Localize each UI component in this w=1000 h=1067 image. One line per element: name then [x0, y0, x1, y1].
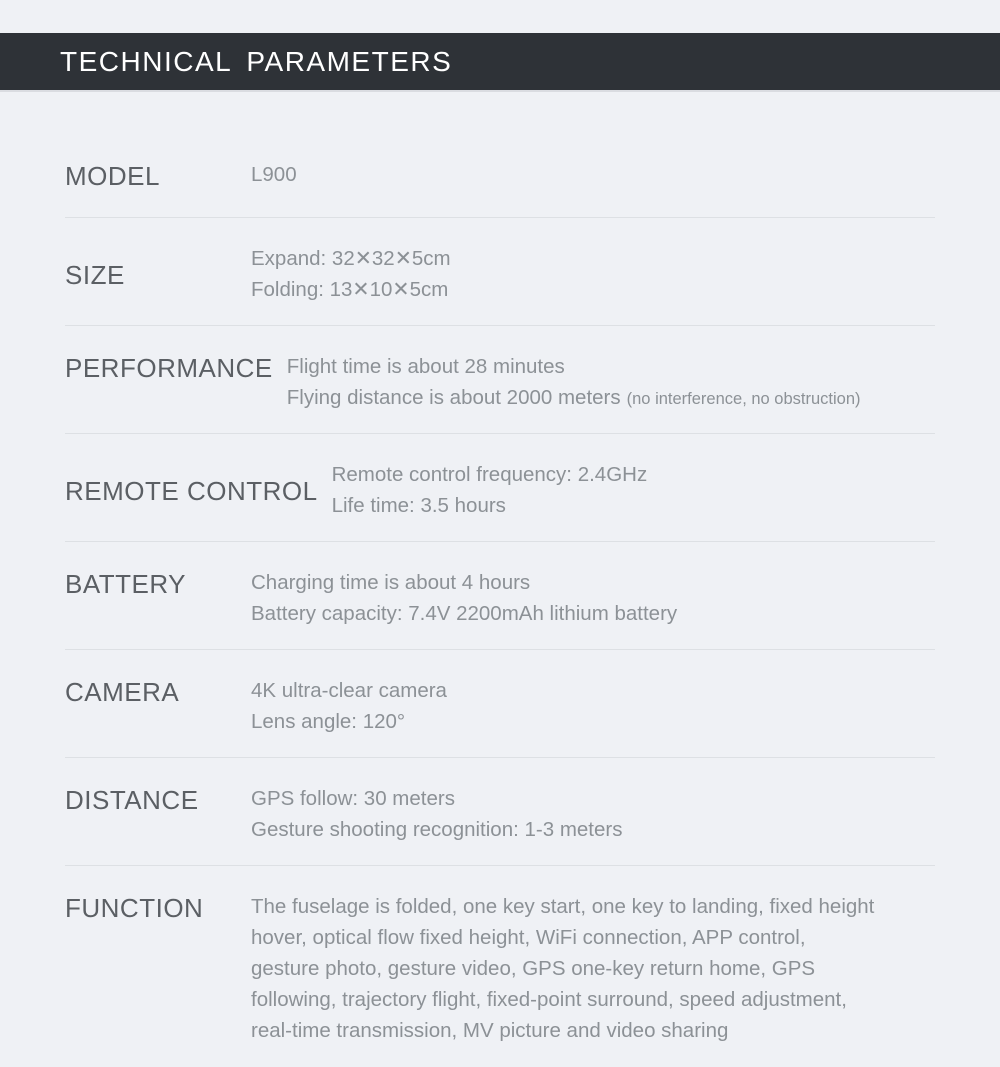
spec-label: FUNCTION — [65, 893, 204, 923]
spec-row-distance — [65, 758, 935, 866]
spec-row-performance — [65, 326, 935, 434]
spec-label: DISTANCE — [65, 785, 199, 815]
spec-value-text: 4K ultra-clear camera — [251, 679, 447, 702]
spec-label: CAMERA — [65, 677, 180, 707]
spec-value-line — [251, 954, 935, 985]
spec-value-line — [332, 460, 935, 491]
spec-value-text: real-time transmission, MV picture and video sharing — [251, 1019, 729, 1042]
spec-value-line — [251, 815, 935, 846]
spec-label: REMOTE CONTROL — [65, 476, 318, 506]
spec-value-text: Life time: 3.5 hours — [331, 494, 506, 517]
spec-row-camera — [65, 650, 935, 758]
spec-value-text: Charging time is about 4 hours — [251, 571, 531, 594]
spec-value-line — [251, 568, 935, 599]
spec-value-text: hover, optical flow fixed height, WiFi connection, APP control, — [251, 926, 806, 949]
spec-value-text: Remote control frequency: 2.4GHz — [331, 463, 648, 486]
spec-values — [251, 568, 935, 630]
spec-value-line — [287, 352, 935, 383]
spec-label: MODEL — [65, 161, 160, 191]
spec-value-text: Battery capacity: 7.4V 2200mAh lithium battery — [251, 602, 678, 625]
spec-row-size — [65, 218, 935, 326]
spec-value-text: Gesture shooting recognition: 1-3 meters — [251, 818, 623, 841]
spec-value-text: The fuselage is folded, one key start, one key to landing, fixed height — [251, 895, 875, 918]
spec-value-line — [251, 923, 935, 954]
spec-values — [251, 892, 935, 1047]
spec-label: SIZE — [65, 260, 125, 290]
spec-value-text: GPS follow: 30 meters — [251, 787, 455, 810]
spec-row-battery — [65, 542, 935, 650]
spec-value-line — [251, 892, 935, 923]
spec-value-line — [251, 784, 935, 815]
spec-value-line — [251, 275, 935, 306]
spec-value-note: (no interference, no obstruction) — [626, 390, 861, 408]
spec-value-line — [251, 707, 935, 738]
spec-value-line — [251, 160, 935, 191]
spec-label: PERFORMANCE — [65, 353, 273, 383]
spec-value-line — [332, 491, 935, 522]
spec-value-text: L900 — [251, 163, 297, 186]
spec-row-remote-control — [65, 434, 935, 542]
spec-row-model — [65, 90, 935, 218]
spec-values — [251, 676, 935, 738]
spec-row-function — [65, 866, 935, 1061]
spec-values — [251, 244, 935, 306]
spec-value-text: gesture photo, gesture video, GPS one-key return home, GPS — [251, 957, 816, 980]
spec-value-line — [251, 599, 935, 630]
spec-value-text: Expand: 32✕32✕5cm — [251, 247, 451, 270]
spec-value-text: Flying distance is about 2000 meters — [286, 386, 621, 409]
spec-values — [332, 460, 935, 522]
spec-table — [65, 90, 935, 1061]
page-title: TECHNICAL PARAMETERS — [60, 45, 453, 77]
header-bar — [0, 33, 1000, 90]
spec-values — [251, 784, 935, 846]
spec-value-text: Folding: 13✕10✕5cm — [251, 278, 449, 301]
spec-value-text: Flight time is about 28 minutes — [286, 355, 565, 378]
spec-value-text: Lens angle: 120° — [251, 710, 406, 733]
spec-value-line — [251, 985, 935, 1016]
spec-label: BATTERY — [65, 569, 187, 599]
spec-value-line — [251, 676, 935, 707]
spec-values — [251, 160, 935, 191]
spec-value-line — [251, 1016, 935, 1047]
spec-value-line — [287, 383, 935, 414]
spec-value-line — [251, 244, 935, 275]
spec-value-text: following, trajectory flight, fixed-point surround, speed adjustment, — [251, 988, 847, 1011]
spec-values — [287, 352, 935, 414]
